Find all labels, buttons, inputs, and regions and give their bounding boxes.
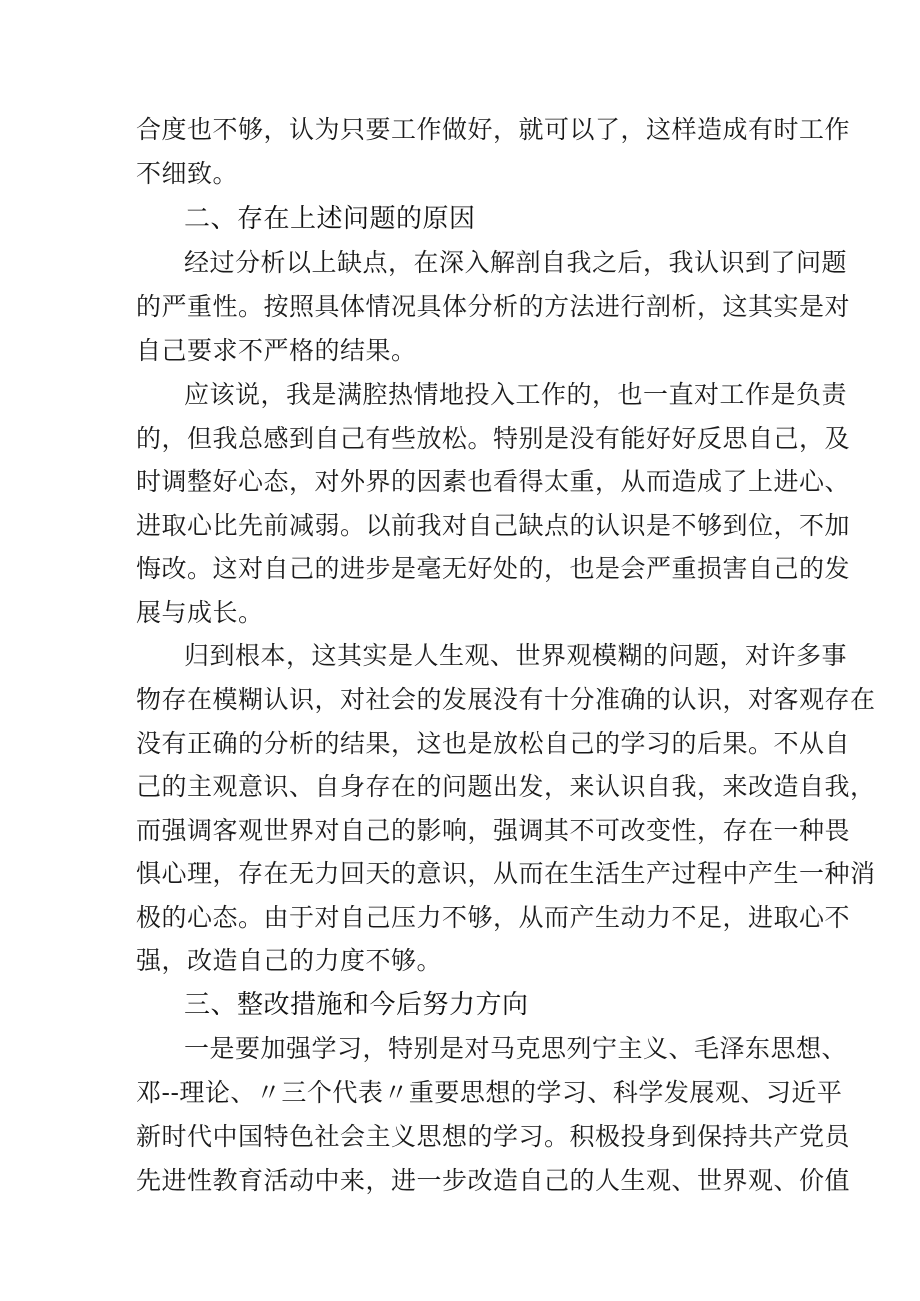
section-heading-causes: 二、存在上述问题的原因 (184, 204, 476, 234)
paragraph-line: 经过分析以上缺点，在深入解剖自我之后，我认识到了问题 (184, 248, 848, 277)
paragraph-line: 的严重性。按照具体情况具体分析的方法进行剖析，这其实是对 (136, 292, 851, 321)
paragraph-line: 物存在模糊认识，对社会的发展没有十分准确的认识，对客观存在 (136, 685, 876, 714)
paragraph-line: 惧心理，存在无力回天的意识，从而在生活生产过程中产生一种消 (136, 859, 876, 888)
paragraph-line: 时调整好心态，对外界的因素也看得太重，从而造成了上进心、 (136, 467, 851, 496)
paragraph-line: 新时代中国特色社会主义思想的学习。积极投身到保持共产党员 (136, 1122, 851, 1151)
paragraph-line: 归到根本，这其实是人生观、世界观模糊的问题，对许多事 (184, 641, 848, 670)
paragraph-line: 邓--理论、〃三个代表〃重要思想的学习、科学发展观、习近平 (136, 1078, 843, 1107)
paragraph-line: 先进性教育活动中来，进一步改造自己的人生观、世界观、价值 (136, 1166, 851, 1195)
paragraph-line: 应该说，我是满腔热情地投入工作的，也一直对工作是负责 (184, 380, 848, 409)
paragraph-line: 自己要求不严格的结果。 (136, 336, 417, 365)
paragraph-line: 而强调客观世界对自己的影响，强调其不可改变性，存在一种畏 (136, 816, 851, 845)
paragraph-line: 己的主观意识、自身存在的问题出发，来认识自我，来改造自我， (136, 772, 876, 801)
section-heading-measures: 三、整改措施和今后努力方向 (184, 990, 529, 1020)
paragraph-line: 一是要加强学习，特别是对马克思列宁主义、毛泽东思想、 (184, 1034, 848, 1063)
paragraph-line: 合度也不够，认为只要工作做好，就可以了，这样造成有时工作 (136, 115, 851, 144)
paragraph-line: 悔改。这对自己的进步是毫无好处的，也是会严重损害自己的发 (136, 554, 851, 583)
paragraph-line: 没有正确的分析的结果，这也是放松自己的学习的后果。不从自 (136, 729, 851, 758)
paragraph-line: 强，改造自己的力度不够。 (136, 946, 443, 975)
paragraph-line: 的，但我总感到自己有些放松。特别是没有能好好反思自己，及 (136, 424, 851, 453)
paragraph-line: 展与成长。 (136, 598, 264, 627)
paragraph-line: 进取心比先前减弱。以前我对自己缺点的认识是不够到位，不加 (136, 511, 851, 540)
paragraph-line: 极的心态。由于对自己压力不够，从而产生动力不足，进取心不 (136, 903, 851, 932)
paragraph-line: 不细致。 (136, 159, 239, 188)
